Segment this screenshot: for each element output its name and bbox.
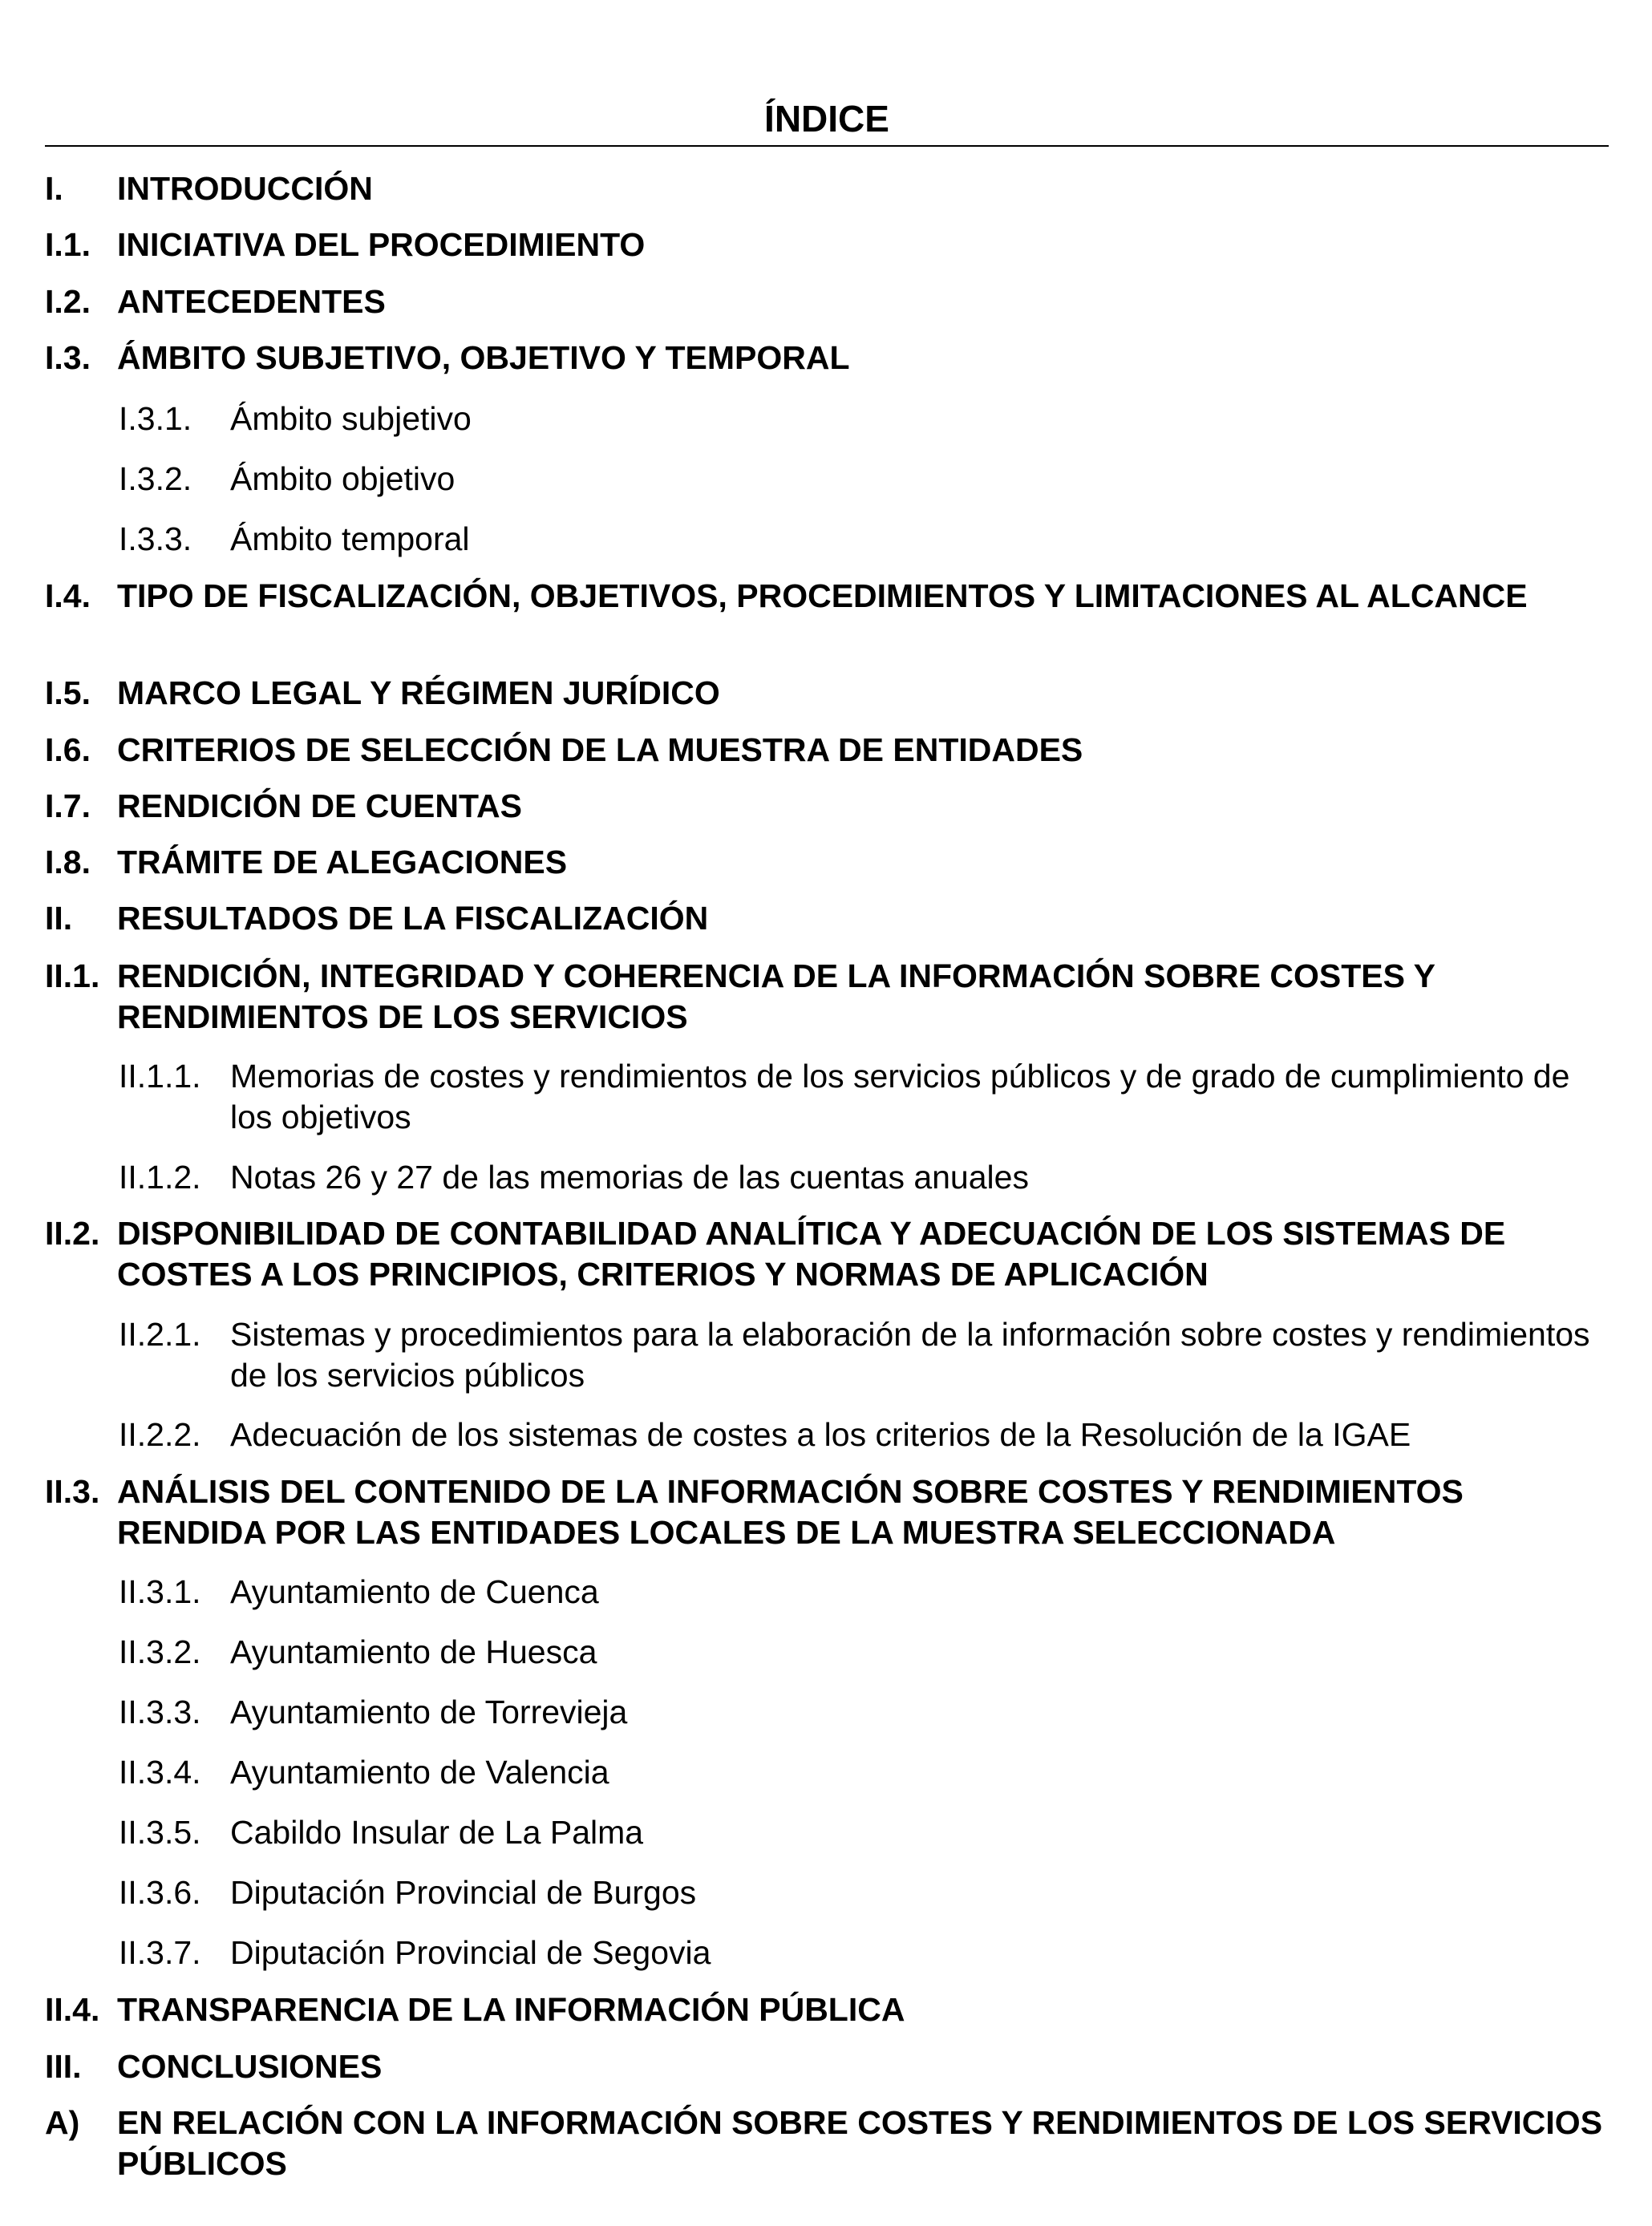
toc-entry-text: RESULTADOS DE LA FISCALIZACIÓN xyxy=(117,900,709,937)
toc-entry-text: CONCLUSIONES xyxy=(117,2048,383,2085)
toc-subentry xyxy=(45,519,1609,560)
toc-subentry-number: II.3.3. xyxy=(119,1694,201,1730)
toc-subentry xyxy=(45,1314,1609,1396)
toc-entry-number: I.6. xyxy=(45,731,91,768)
toc-entry xyxy=(45,225,1609,265)
toc-subentry-number: I.3.1. xyxy=(119,400,192,437)
toc-entry-number: I.7. xyxy=(45,787,91,824)
toc-entry-number: I.4. xyxy=(45,577,91,614)
toc-subentry-text: Memorias de costes y rendimientos de los servicios públicos y de grado de cumplimiento de los objetivos xyxy=(230,1058,1570,1135)
toc-subentry-number: II.1.2. xyxy=(119,1159,201,1196)
toc-entry-number: I.1. xyxy=(45,226,91,263)
toc-entry-text: EN RELACIÓN CON LA INFORMACIÓN SOBRE COSTES Y RENDIMIENTOS DE LOS SERVICIOS PÚBLICOS xyxy=(117,2104,1603,2182)
toc-entry xyxy=(45,1989,1609,2030)
toc-subentry-text: Sistemas y procedimientos para la elaboración de la información sobre costes y rendimientos de los servicios públicos xyxy=(230,1316,1590,1394)
toc-subentry xyxy=(45,1692,1609,1733)
toc-entry xyxy=(45,730,1609,771)
toc-entry xyxy=(45,898,1609,939)
toc-subentry-number: II.3.5. xyxy=(119,1814,201,1851)
toc-entry-text: TIPO DE FISCALIZACIÓN, OBJETIVOS, PROCEDIMIENTOS Y LIMITACIONES AL ALCANCE xyxy=(117,577,1528,614)
page-title: ÍNDICE xyxy=(764,98,889,140)
toc-subentry xyxy=(45,399,1609,439)
toc-entry-number: I. xyxy=(45,170,63,207)
toc-entry xyxy=(45,168,1609,209)
toc-entry-text: ÁMBITO SUBJETIVO, OBJETIVO Y TEMPORAL xyxy=(117,339,850,376)
toc-entry xyxy=(45,842,1609,883)
toc-subentry xyxy=(45,1812,1609,1853)
toc-entry xyxy=(45,576,1609,617)
toc-subentry-text: Ayuntamiento de Torrevieja xyxy=(230,1694,628,1730)
toc-subentry-number: II.3.1. xyxy=(119,1573,201,1610)
toc-subentry-text: Cabildo Insular de La Palma xyxy=(230,1814,644,1851)
toc-entry xyxy=(45,956,1609,1038)
toc-subentry-text: Ayuntamiento de Cuenca xyxy=(230,1573,599,1610)
toc-entry xyxy=(45,1213,1609,1295)
toc-entry-text: ANÁLISIS DEL CONTENIDO DE LA INFORMACIÓN SOBRE COSTES Y RENDIMIENTOS RENDIDA POR LAS ENTIDADES LOCALES DE LA MUESTRA SELECCIONADA xyxy=(117,1473,1464,1551)
toc-entry-text: INICIATIVA DEL PROCEDIMIENTO xyxy=(117,226,646,263)
toc-entry xyxy=(45,281,1609,322)
toc-entry xyxy=(45,673,1609,714)
toc-subentry xyxy=(45,1632,1609,1673)
toc-subentry-number: II.2.2. xyxy=(119,1416,201,1453)
toc-entry-text: DISPONIBILIDAD DE CONTABILIDAD ANALÍTICA Y ADECUACIÓN DE LOS SISTEMAS DE COSTES A LOS PRINCIPIOS, CRITERIOS Y NORMAS DE APLICACIÓN xyxy=(117,1215,1506,1293)
toc-subentry-text: Ayuntamiento de Valencia xyxy=(230,1754,609,1791)
toc-entry-text: RENDICIÓN, INTEGRIDAD Y COHERENCIA DE LA INFORMACIÓN SOBRE COSTES Y RENDIMIENTOS DE LOS SERVICIOS xyxy=(117,957,1435,1035)
toc-subentry-text: Ámbito subjetivo xyxy=(230,400,472,437)
toc-subentry-text: Ámbito objetivo xyxy=(230,460,456,497)
toc-subentry-number: II.1.1. xyxy=(119,1058,201,1095)
toc-entry-number: II.4. xyxy=(45,1991,100,2028)
toc-entry-number: II.1. xyxy=(45,957,100,994)
toc-entry xyxy=(45,338,1609,378)
toc-subentry-text: Notas 26 y 27 de las memorias de las cuentas anuales xyxy=(230,1159,1029,1196)
toc-subentry-number: II.3.7. xyxy=(119,1934,201,1971)
toc-subentry xyxy=(45,1415,1609,1455)
toc-entry xyxy=(45,1471,1609,1553)
toc-entry-text: MARCO LEGAL Y RÉGIMEN JURÍDICO xyxy=(117,674,720,711)
toc-entry-number: I.8. xyxy=(45,844,91,880)
toc-subentry-text: Ayuntamiento de Huesca xyxy=(230,1633,597,1670)
toc-entry-text: CRITERIOS DE SELECCIÓN DE LA MUESTRA DE ENTIDADES xyxy=(117,731,1083,768)
toc-subentry xyxy=(45,1157,1609,1198)
toc-entry-text: TRANSPARENCIA DE LA INFORMACIÓN PÚBLICA xyxy=(117,1991,905,2028)
toc-entry xyxy=(45,2046,1609,2087)
toc-subentry xyxy=(45,1752,1609,1793)
toc-subentry-number: II.2.1. xyxy=(119,1316,201,1353)
toc-subentry-text: Diputación Provincial de Burgos xyxy=(230,1874,697,1911)
toc-entry-text: ANTECEDENTES xyxy=(117,283,386,320)
toc-subentry-number: II.3.6. xyxy=(119,1874,201,1911)
toc-subentry-number: I.3.3. xyxy=(119,520,192,557)
toc-subentry-number: II.3.2. xyxy=(119,1633,201,1670)
toc-subentry-text: Diputación Provincial de Segovia xyxy=(230,1934,711,1971)
toc-entry-number: II. xyxy=(45,900,73,937)
toc-entry-text: TRÁMITE DE ALEGACIONES xyxy=(117,844,568,880)
toc-entry-number: A) xyxy=(45,2104,80,2141)
toc-subentry-text: Adecuación de los sistemas de costes a los criterios de la Resolución de la IGAE xyxy=(230,1416,1411,1453)
toc-entry-number: I.2. xyxy=(45,283,91,320)
toc-entry-text: RENDICIÓN DE CUENTAS xyxy=(117,787,522,824)
toc-entry-number: II.2. xyxy=(45,1215,100,1252)
toc-entry-number: I.3. xyxy=(45,339,91,376)
toc-subentry xyxy=(45,459,1609,500)
toc-subentry xyxy=(45,1572,1609,1613)
toc-subentry-number: I.3.2. xyxy=(119,460,192,497)
toc-subentry-number: II.3.4. xyxy=(119,1754,201,1791)
toc-subentry xyxy=(45,1056,1609,1138)
toc-entry xyxy=(45,786,1609,827)
toc-subentry-text: Ámbito temporal xyxy=(230,520,470,557)
toc-entry-number: II.3. xyxy=(45,1473,100,1510)
toc-entry-number: III. xyxy=(45,2048,82,2085)
toc-subentry xyxy=(45,1933,1609,1973)
toc-subentry xyxy=(45,1872,1609,1913)
toc-entry-text: INTRODUCCIÓN xyxy=(117,170,373,207)
toc-entry xyxy=(45,2103,1609,2184)
toc-entry-number: I.5. xyxy=(45,674,91,711)
title-divider xyxy=(45,145,1609,147)
